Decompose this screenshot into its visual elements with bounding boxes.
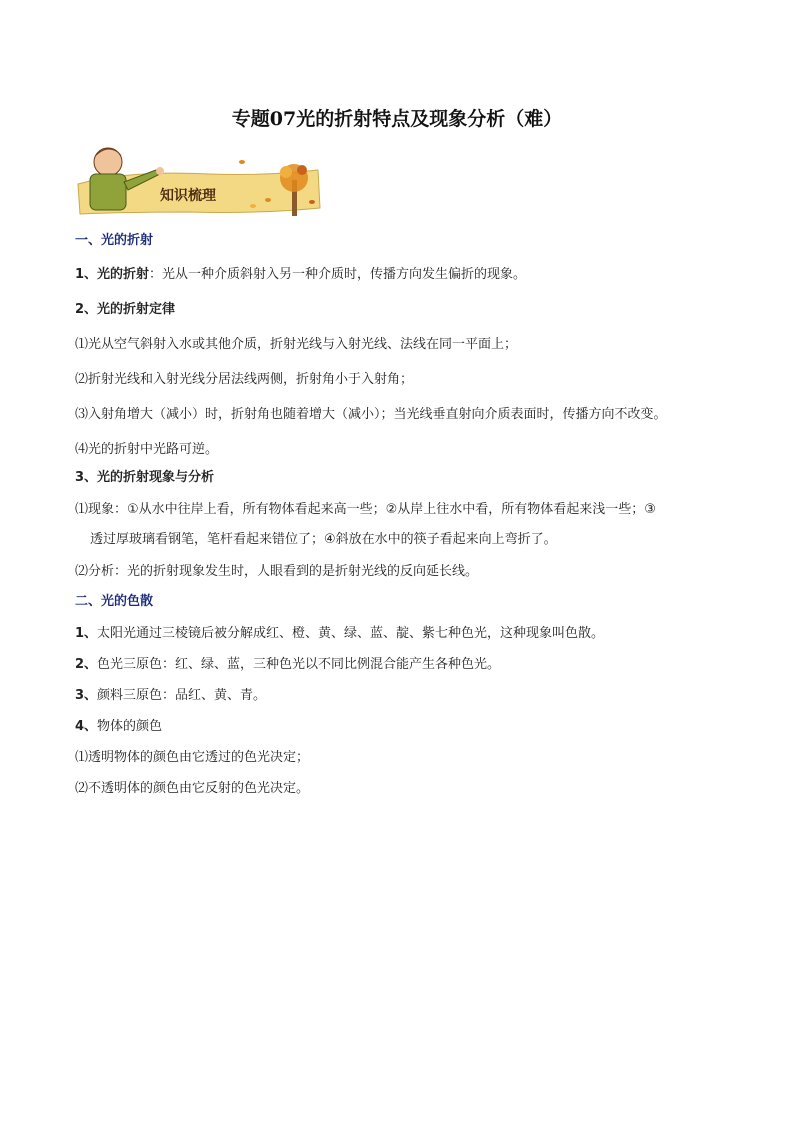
text: 物体的颜色 bbox=[97, 719, 163, 734]
phenomena-line-2: 透过厚玻璃看钢笔，笔杆看起来错位了；④斜放在水中的筷子看起来向上弯折了。 bbox=[90, 532, 557, 547]
subheading-phenomena: 3、光的折射现象与分析 bbox=[75, 470, 215, 485]
analysis-line: ⑵分析：光的折射现象发生时，人眼看到的是折射光线的反向延长线。 bbox=[75, 564, 479, 579]
law-item-3: ⑶入射角增大（减小）时，折射角也随着增大（减小）；当光线垂直射向介质表面时，传播方向不改变。 bbox=[75, 407, 667, 422]
text: ：光从一种介质斜射入另一种介质时，传播方向发生偏折的现象。 bbox=[149, 267, 527, 282]
banner-illustration bbox=[68, 140, 334, 218]
dispersion-item-4 bbox=[75, 718, 162, 736]
law-item-2: ⑵折射光线和入射光线分居法线两侧，折射角小于入射角； bbox=[75, 372, 414, 387]
dispersion-item-2 bbox=[75, 656, 500, 674]
text: 色光三原色：红、绿、蓝，三种色光以不同比例混合能产生各种色光。 bbox=[97, 657, 501, 672]
paragraph-definition bbox=[75, 266, 526, 284]
law-item-1: ⑴光从空气斜射入水或其他介质，折射光线与入射光线、法线在同一平面上； bbox=[75, 337, 518, 352]
subheading-laws: 2、光的折射定律 bbox=[75, 302, 176, 317]
label: 1、 bbox=[75, 626, 98, 641]
page-title: 专题07光的折射特点及现象分析（难） bbox=[231, 108, 563, 130]
color-item-1: ⑴透明物体的颜色由它透过的色光决定； bbox=[75, 750, 310, 765]
phenomena-line-1: ⑴现象：①从水中往岸上看，所有物体看起来高一些；②从岸上往水中看，所有物体看起来浅一些；③ bbox=[75, 502, 656, 517]
label: 3、 bbox=[75, 688, 98, 703]
color-item-2: ⑵不透明体的颜色由它反射的色光决定。 bbox=[75, 781, 310, 796]
dispersion-item-3 bbox=[75, 687, 266, 705]
label: 1、光的折射 bbox=[75, 267, 150, 282]
label: 2、 bbox=[75, 657, 98, 672]
dispersion-item-1 bbox=[75, 625, 604, 643]
banner-label: 知识梳理 bbox=[160, 188, 216, 204]
text: 太阳光通过三棱镜后被分解成红、橙、黄、绿、蓝、靛、紫七种色光，这种现象叫色散。 bbox=[97, 626, 605, 641]
label: 4、 bbox=[75, 719, 98, 734]
text: 颜料三原色：品红、黄、青。 bbox=[97, 688, 267, 703]
section-heading-refraction: 一、光的折射 bbox=[75, 233, 154, 248]
law-item-4: ⑷光的折射中光路可逆。 bbox=[75, 442, 219, 457]
section-heading-dispersion: 二、光的色散 bbox=[75, 594, 154, 609]
